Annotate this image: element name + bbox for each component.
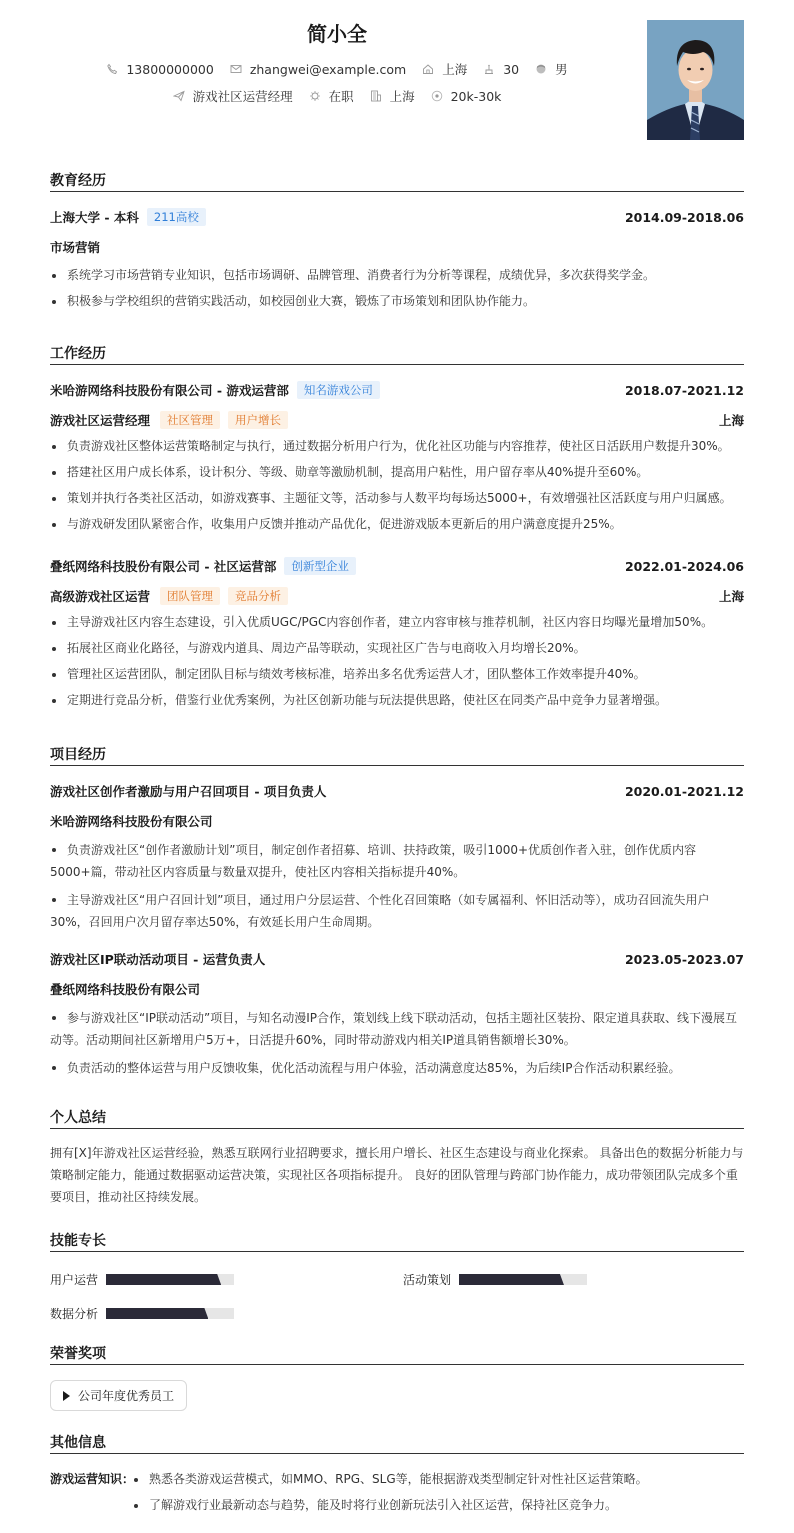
education-bullet: 积极参与学校组织的营销实践活动，如校园创业大赛，锻炼了市场策划和团队协作能力。 [50,291,744,311]
position: 高级游戏社区运营 [50,589,151,604]
job-status-value: 在职 [328,89,354,104]
other-section-title: 其他信息 [50,1432,744,1454]
target-position-value: 游戏社区运营经理 [192,89,293,104]
projects-section-title: 项目经历 [50,744,744,766]
work-date: 2022.01-2024.06 [624,558,744,574]
project-company: 叠纸网络科技股份有限公司 [50,982,201,997]
skill-item [403,1271,587,1288]
summary-text: 拥有[X]年游戏社区运营经验，熟悉互联网行业招聘要求，擅长用户增长、社区生态建设与商业化探索。 具备出色的数据分析能力与策略制定能力，能通过数据驱动运营决策，实现社区各项指标提升。 良好的团队管理与跨部门协作能力，成功带领团队完成多个重要项目，推动社区持续发展。 [50,1146,744,1204]
education-bullet: 系统学习市场营销专业知识，包括市场调研、品牌管理、消费者行为分析等课程，成绩优异，多次获得奖学金。 [50,265,744,285]
candidate-name: 简小全 [307,22,367,46]
age-info [483,62,519,77]
work-location: 上海 [718,413,744,428]
work-bullet: 定期进行竞品分析，借鉴行业优秀案例，为社区创新功能与玩法提供思路，使社区在同类产品中竞争力显著增强。 [50,690,744,710]
project-bullet: 负责游戏社区“创作者激励计划”项目，制定创作者招募、培训、扶持政策，吸引1000+优质创作者入驻，创作优质内容5000+篇，带动社区内容质量与数量双提升，使社区内容相关指标提升40%。 [50,839,720,883]
education-date: 2014.09-2018.06 [624,209,744,225]
work-bullet: 管理社区运营团队，制定团队目标与绩效考核标准，培养出多名优秀运营人才，团队整体工作效率提升40%。 [50,664,744,684]
work-item [50,380,744,534]
salary-value: 20k-30k [450,88,502,104]
skill-item [50,1305,234,1322]
honor-item[interactable] [50,1380,187,1411]
job-intent-row [50,87,624,105]
skill-level-bar [459,1274,587,1285]
summary-section-title: 个人总结 [50,1107,744,1129]
target-city-info [370,87,415,105]
project-item [50,781,744,933]
salary-icon [431,90,443,102]
education-section-title: 教育经历 [50,170,744,192]
project-company: 米哈游网络科技股份有限公司 [50,814,213,829]
major: 市场营销 [50,240,101,255]
gender-icon [535,63,547,75]
age-value: 30 [503,61,520,77]
resume-page [50,0,744,1512]
project-bullet: 负责活动的整体运营与用户反馈收集，优化活动流程与用户体验，活动满意度达85%，为后续IP合作活动积累经验。 [50,1057,744,1079]
resume-header [50,0,744,150]
skill-name: 活动策划 [403,1273,452,1287]
home-icon [422,63,434,75]
salary-info [431,89,502,104]
skill-level-fill [459,1274,564,1285]
skill-name: 数据分析 [50,1307,99,1321]
gender-value: 男 [555,62,568,77]
other-info-bullet: 熟悉各类游戏运营模式，如MMO、RPG、SLG等，能根据游戏类型制定针对性社区运营策略。 [132,1469,744,1489]
skill-tag: 社区管理 [160,411,220,429]
skills-section-title: 技能专长 [50,1230,744,1252]
skill-name: 用户运营 [50,1273,99,1287]
school-degree: 上海大学 - 本科 [50,210,139,225]
position: 游戏社区运营经理 [50,413,151,428]
profile-photo [647,20,744,140]
skill-item [50,1271,234,1288]
other-info-bullet: 了解游戏行业最新动态与趋势，能及时将行业创新玩法引入社区运营，保持社区竞争力。 [132,1495,744,1515]
skill-level-fill [106,1274,221,1285]
project-name-role: 游戏社区创作者激励与用户召回项目 - 项目负责人 [50,784,327,799]
phone-value: 13800000000 [126,61,214,77]
work-location: 上海 [718,589,744,604]
school-tag: 211高校 [147,208,206,226]
project-bullet: 主导游戏社区“用户召回计划”项目，通过用户分层运营、个性化召回策略（如专属福利、怀旧活动等），成功召回流失用户30%，召回用户次月留存率达50%，有效延长用户生命周期。 [50,889,720,933]
skill-tag: 竞品分析 [228,587,288,605]
skill-level-bar [106,1308,234,1319]
project-item [50,949,744,1079]
company-tag: 创新型企业 [284,557,356,575]
work-bullet: 与游戏研发团队紧密合作，收集用户反馈并推动产品优化，促进游戏版本更新后的用户满意度提升25%。 [50,514,744,534]
work-bullet: 拓展社区商业化路径，与游戏内道具、周边产品等联动，实现社区广告与电商收入月均增长20%。 [50,638,744,658]
honors-section-title: 荣誉奖项 [50,1343,744,1365]
phone-info [106,62,213,77]
skill-tag: 用户增长 [228,411,288,429]
work-date: 2018.07-2021.12 [624,382,744,398]
company-tag: 知名游戏公司 [297,381,380,399]
other-info-key: 游戏运营知识： [50,1472,135,1486]
mail-icon [230,63,242,75]
email-value: zhangwei@example.com [249,61,407,77]
work-bullet: 主导游戏社区内容生态建设，引入优质UGC/PGC内容创作者，建立内容审核与推荐机制，社区内容日均曝光量增加50%。 [50,612,744,632]
skill-level-fill [106,1308,208,1319]
company-dept: 叠纸网络科技股份有限公司 - 社区运营部 [50,559,277,574]
project-bullet: 参与游戏社区“IP联动活动”项目，与知名动漫IP合作，策划线上线下联动活动，包括主题社区装扮、限定道具获取、线下漫展互动等。活动期间社区新增用户5万+，日活提升60%，同时带动游戏内相关IP道具销售额增长30%。 [50,1007,744,1051]
work-bullet: 搭建社区用户成长体系，设计积分、等级、勋章等激励机制，提高用户粘性，用户留存率从40%提升至60%。 [50,462,744,482]
work-bullet: 策划并执行各类社区活动，如游戏赛事、主题征文等，活动参与人数平均每场达5000+，有效增强社区活跃度与用户归属感。 [50,488,744,508]
building-icon [370,90,382,102]
project-name-role: 游戏社区IP联动活动项目 - 运营负责人 [50,952,266,967]
caret-right-icon [63,1391,70,1401]
residence-info [422,60,467,78]
status-icon [309,90,321,102]
skill-level-bar [106,1274,234,1285]
work-item [50,556,744,710]
company-dept: 米哈游网络科技股份有限公司 - 游戏运营部 [50,383,289,398]
email-info [230,62,406,77]
honor-label: 公司年度优秀员工 [78,1389,175,1403]
project-date: 2020.01-2021.12 [624,783,744,799]
project-date: 2023.05-2023.07 [624,951,744,967]
skill-tag: 团队管理 [160,587,220,605]
education-item [50,207,744,311]
phone-icon [106,63,118,75]
work-bullet: 负责游戏社区整体运营策略制定与执行，通过数据分析用户行为，优化社区功能与内容推荐，使社区日活跃用户数提升30%。 [50,436,744,456]
contact-row [50,60,624,78]
job-status-info [309,87,354,105]
age-icon [483,63,495,75]
residence-value: 上海 [442,62,468,77]
portrait-image [647,20,744,140]
target-city-value: 上海 [389,89,415,104]
gender-info [535,60,568,78]
target-position-info [173,87,293,105]
work-section-title: 工作经历 [50,343,744,365]
send-icon [173,90,185,102]
